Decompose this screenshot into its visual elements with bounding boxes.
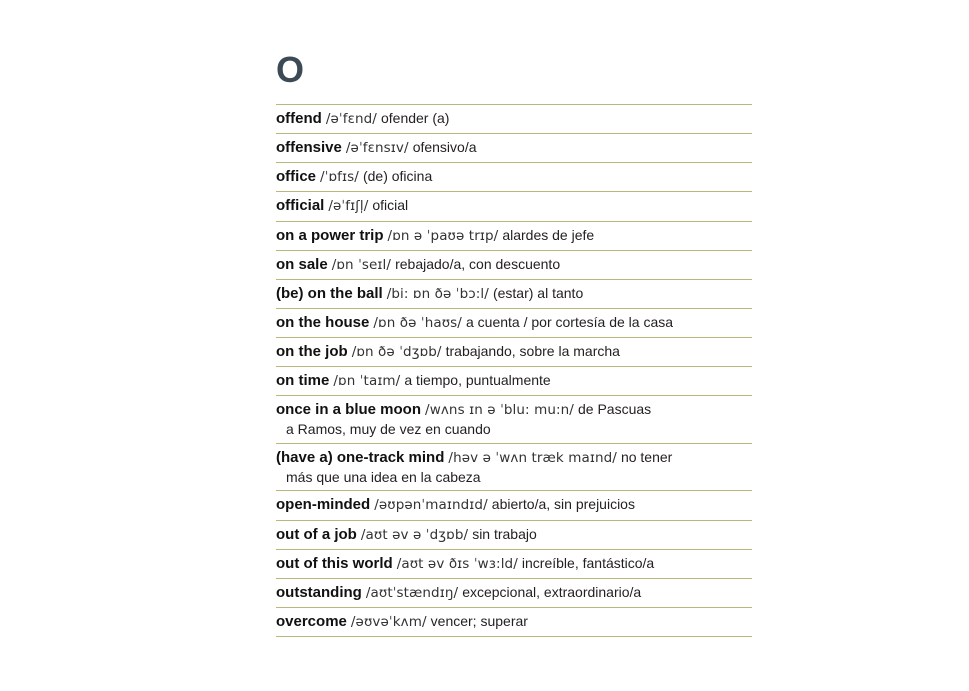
entry-term: official	[276, 197, 325, 215]
entry-term: (have a) one-track mind	[276, 448, 445, 466]
glossary-entry	[276, 444, 752, 492]
entry-pronunciation: /ɒn ə ˈpaʊə trɪp/	[387, 227, 499, 244]
entry-translation: alardes de jefe	[502, 226, 595, 243]
entry-pronunciation: /əʊpənˈmaɪndɪd/	[374, 497, 488, 514]
entry-pronunciation: /ɒn ˈseɪl/	[331, 256, 392, 273]
entry-pronunciation: /ɒn ðə ˈdʒɒb/	[351, 344, 442, 360]
entry-translation: vencer; superar	[430, 612, 528, 629]
entry-term: open-minded	[276, 496, 371, 514]
glossary-entry	[276, 105, 752, 134]
glossary-entry	[276, 309, 752, 338]
glossary-entry	[276, 134, 752, 163]
entry-term: on a power trip	[276, 226, 384, 244]
entry-translation: trabajando, sobre la marcha	[445, 343, 620, 359]
entry-translation: ofender (a)	[380, 110, 450, 126]
glossary-entry	[276, 192, 752, 221]
entry-translation: rebajado/a, con descuento	[395, 255, 561, 272]
glossary-entry	[276, 579, 752, 608]
glossary-entry	[276, 396, 752, 444]
entry-pronunciation: /əˈfɪʃl̩/	[328, 198, 369, 215]
glossary-entry	[276, 608, 752, 637]
entry-translation: de Pascuas	[578, 401, 652, 418]
entry-term: outstanding	[276, 583, 362, 601]
glossary-entry	[276, 367, 752, 396]
entry-term: overcome	[276, 612, 347, 630]
glossary-entry	[276, 222, 752, 251]
entry-term: on time	[276, 372, 330, 390]
entry-term: on the job	[276, 343, 348, 360]
entry-pronunciation: /bi: ɒn ðə ˈbɔ:l/	[386, 285, 489, 302]
entry-translation: ofensivo/a	[412, 139, 477, 156]
entry-term: out of a job	[276, 525, 357, 543]
entry-term: office	[276, 168, 317, 186]
entry-translation: abierto/a, sin prejuicios	[491, 496, 635, 513]
entry-translation: (estar) al tanto	[492, 284, 584, 301]
entry-pronunciation: /həv ə ˈwʌn træk maɪnd/	[448, 449, 617, 466]
glossary-entry	[276, 251, 752, 280]
glossary-entry	[276, 338, 752, 367]
glossary-entry	[276, 491, 752, 520]
entry-translation: excepcional, extraordinario/a	[462, 583, 642, 600]
entry-pronunciation: /aʊtˈstændɪŋ/	[365, 584, 459, 601]
entry-translation-continued: más que una idea en la cabeza	[286, 468, 481, 485]
entry-pronunciation: /ɒn ˈtaɪm/	[333, 373, 401, 390]
entry-term: offensive	[276, 139, 342, 157]
entry-translation-continued: a Ramos, muy de vez en cuando	[286, 421, 491, 438]
glossary-entry	[276, 521, 752, 550]
glossary-entry-list	[276, 104, 752, 637]
entry-translation: a tiempo, puntualmente	[404, 372, 551, 389]
entry-pronunciation: /əˈfɛnd/	[325, 111, 377, 127]
entry-pronunciation: /ˈɒfɪs/	[320, 169, 359, 186]
section-letter-heading: O	[276, 49, 305, 90]
entry-term: offend	[276, 110, 322, 127]
entry-translation: no tener	[620, 448, 673, 465]
entry-pronunciation: /əʊvəˈkʌm/	[350, 613, 427, 630]
entry-term: out of this world	[276, 554, 393, 572]
entry-translation: sin trabajo	[472, 525, 537, 542]
entry-pronunciation: /aʊt əv ðɪs ˈwɜ:ld/	[396, 555, 518, 572]
entry-term: on sale	[276, 255, 328, 273]
entry-pronunciation: /wʌns ɪn ə ˈblu: mu:n/	[425, 402, 574, 419]
entry-translation: (de) oficina	[362, 168, 433, 185]
glossary-entry	[276, 550, 752, 579]
entry-translation: oficial	[372, 197, 409, 214]
entry-pronunciation: /əˈfɛnsɪv/	[345, 140, 409, 157]
entry-pronunciation: /aʊt əv ə ˈdʒɒb/	[360, 526, 469, 543]
entry-term: once in a blue moon	[276, 401, 422, 419]
glossary-entry	[276, 163, 752, 192]
entry-translation: a cuenta / por cortesía de la casa	[466, 313, 674, 330]
entry-term: on the house	[276, 313, 370, 331]
glossary-content	[276, 49, 752, 637]
entry-pronunciation: /ɒn ðə ˈhaʊs/	[373, 314, 462, 331]
glossary-entry	[276, 280, 752, 309]
entry-term: (be) on the ball	[276, 284, 383, 302]
entry-translation: increíble, fantástico/a	[521, 554, 655, 571]
